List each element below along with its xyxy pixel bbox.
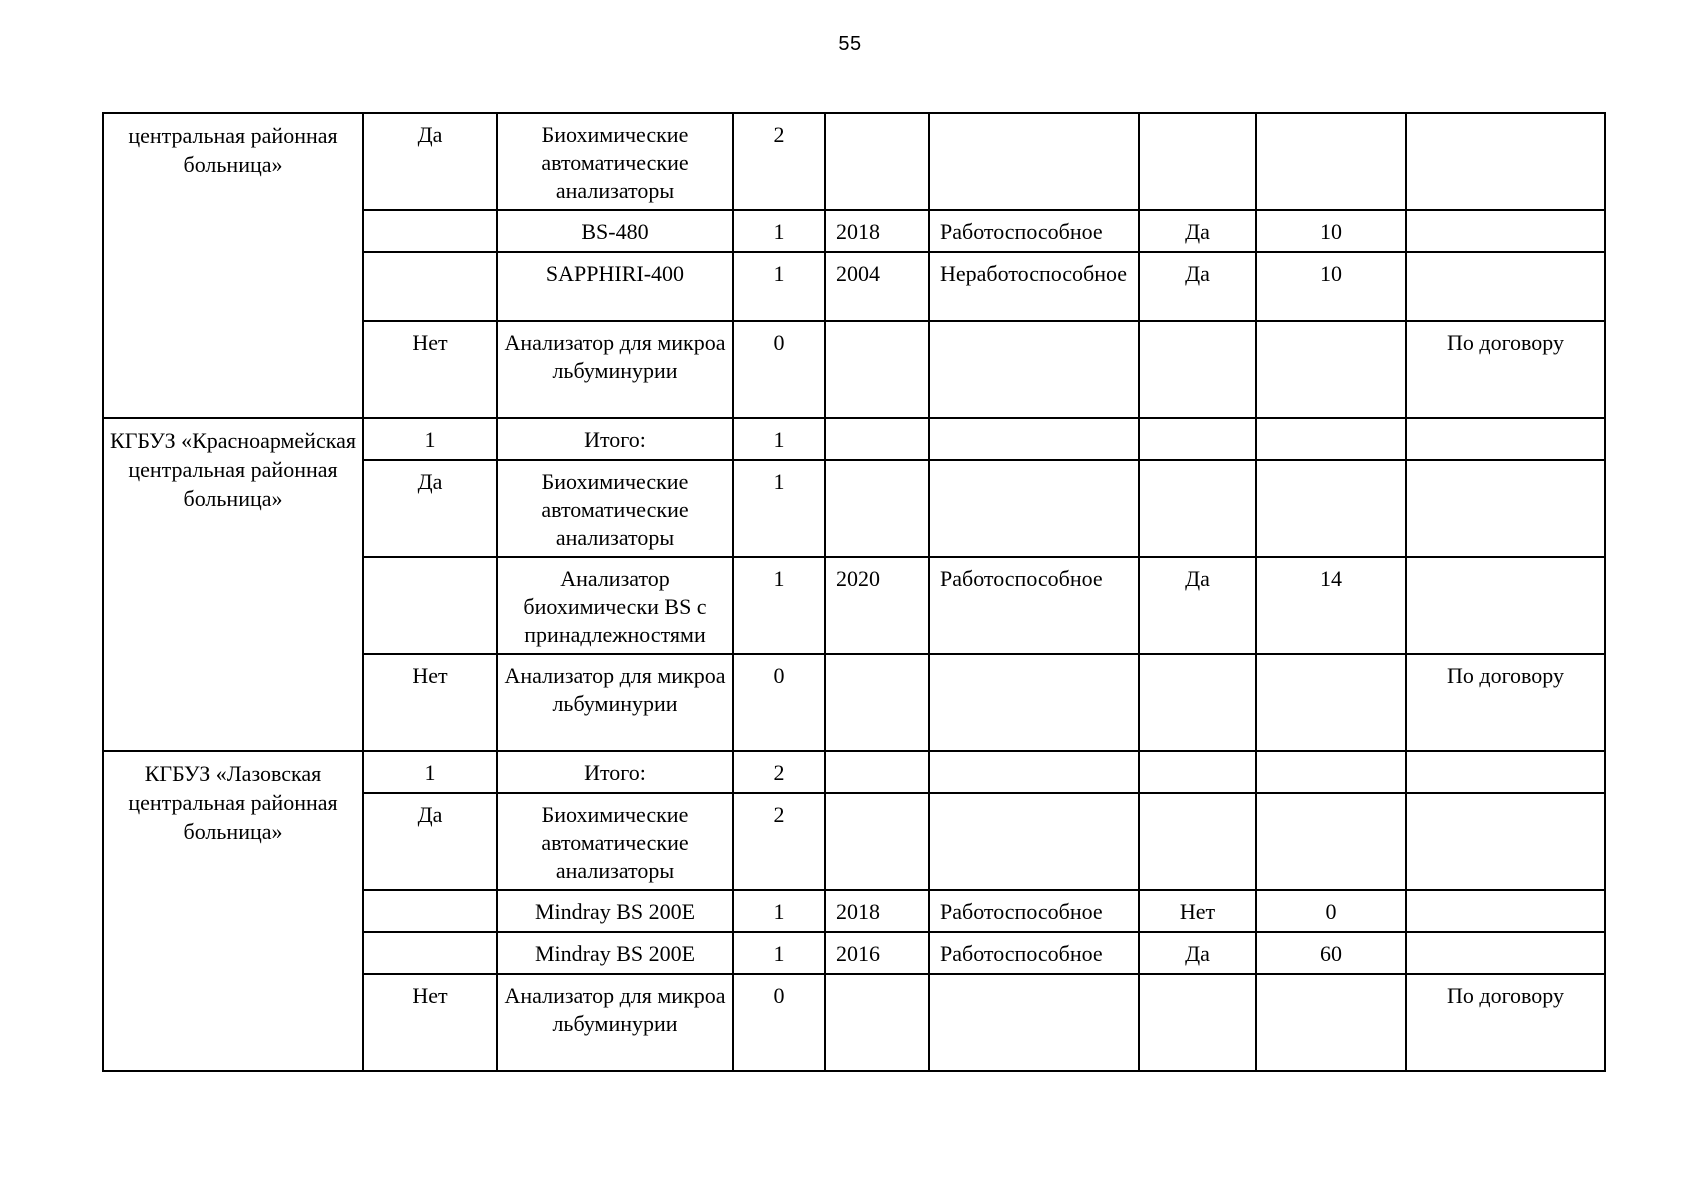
- note-cell: [1406, 418, 1605, 460]
- equipment-name-cell: Анализатор для микроальбуминурии: [497, 321, 733, 418]
- note-cell: [1406, 460, 1605, 557]
- note-cell: [1406, 751, 1605, 793]
- equipment-name-cell: Биохимические автоматические анализаторы: [497, 793, 733, 890]
- note-cell: По договору: [1406, 654, 1605, 751]
- load-cell: 60: [1256, 932, 1406, 974]
- year-cell: 2016: [825, 932, 929, 974]
- org-name-cell: КГБУЗ «Лазовская центральная районная больница»: [103, 751, 363, 1071]
- equipment-table: [102, 112, 1606, 1072]
- equipment-name-cell: SAPPHIRI-400: [497, 252, 733, 321]
- quantity-cell: 2: [733, 751, 825, 793]
- year-cell: 2018: [825, 890, 929, 932]
- load-cell: 14: [1256, 557, 1406, 654]
- status-cell: [929, 751, 1139, 793]
- status-cell: [929, 321, 1139, 418]
- note-cell: [1406, 557, 1605, 654]
- equipment-name-cell: Биохимические автоматические анализаторы: [497, 113, 733, 210]
- note-cell: По договору: [1406, 321, 1605, 418]
- in-use-cell: Да: [1139, 932, 1256, 974]
- note-cell: [1406, 890, 1605, 932]
- status-cell: [929, 974, 1139, 1071]
- org-name-cell: КГБУЗ «Красноармейская центральная районная больница»: [103, 418, 363, 751]
- quantity-cell: 1: [733, 460, 825, 557]
- org-name-cell: центральная районная больница»: [103, 113, 363, 418]
- status-cell: Работоспособное: [929, 890, 1139, 932]
- year-cell: [825, 113, 929, 210]
- status-cell: [929, 113, 1139, 210]
- note-cell: По договору: [1406, 974, 1605, 1071]
- in-use-cell: [1139, 113, 1256, 210]
- load-cell: [1256, 113, 1406, 210]
- load-cell: 10: [1256, 210, 1406, 252]
- table-row: [103, 418, 1605, 460]
- equipment-name-cell: Анализатор биохимически BS с принадлежностями: [497, 557, 733, 654]
- availability-cell: Нет: [363, 974, 497, 1071]
- availability-cell: Да: [363, 113, 497, 210]
- equipment-name-cell: Анализатор для микроальбуминурии: [497, 974, 733, 1071]
- load-cell: [1256, 321, 1406, 418]
- year-cell: [825, 460, 929, 557]
- note-cell: [1406, 932, 1605, 974]
- year-cell: [825, 418, 929, 460]
- year-cell: [825, 793, 929, 890]
- equipment-name-cell: Mindray BS 200E: [497, 932, 733, 974]
- availability-cell: [363, 557, 497, 654]
- availability-cell: Да: [363, 793, 497, 890]
- note-cell: [1406, 210, 1605, 252]
- in-use-cell: [1139, 418, 1256, 460]
- quantity-cell: 1: [733, 418, 825, 460]
- availability-cell: [363, 932, 497, 974]
- status-cell: Работоспособное: [929, 210, 1139, 252]
- load-cell: [1256, 751, 1406, 793]
- equipment-name-cell: Биохимические автоматические анализаторы: [497, 460, 733, 557]
- year-cell: 2018: [825, 210, 929, 252]
- load-cell: [1256, 418, 1406, 460]
- in-use-cell: Да: [1139, 557, 1256, 654]
- in-use-cell: Нет: [1139, 890, 1256, 932]
- quantity-cell: 1: [733, 932, 825, 974]
- in-use-cell: [1139, 751, 1256, 793]
- load-cell: 10: [1256, 252, 1406, 321]
- status-cell: [929, 654, 1139, 751]
- in-use-cell: [1139, 974, 1256, 1071]
- table-row: [103, 751, 1605, 793]
- year-cell: [825, 974, 929, 1071]
- load-cell: [1256, 793, 1406, 890]
- status-cell: [929, 418, 1139, 460]
- page-number: 55: [838, 33, 862, 55]
- note-cell: [1406, 252, 1605, 321]
- status-cell: [929, 460, 1139, 557]
- year-cell: [825, 321, 929, 418]
- year-cell: 2020: [825, 557, 929, 654]
- in-use-cell: [1139, 321, 1256, 418]
- availability-cell: [363, 252, 497, 321]
- availability-cell: 1: [363, 751, 497, 793]
- quantity-cell: 1: [733, 557, 825, 654]
- note-cell: [1406, 793, 1605, 890]
- quantity-cell: 2: [733, 793, 825, 890]
- equipment-name-cell: Итого:: [497, 751, 733, 793]
- table-row: [103, 113, 1605, 210]
- in-use-cell: [1139, 793, 1256, 890]
- status-cell: Работоспособное: [929, 932, 1139, 974]
- availability-cell: 1: [363, 418, 497, 460]
- quantity-cell: 0: [733, 654, 825, 751]
- year-cell: 2004: [825, 252, 929, 321]
- status-cell: [929, 793, 1139, 890]
- availability-cell: [363, 890, 497, 932]
- year-cell: [825, 751, 929, 793]
- in-use-cell: [1139, 654, 1256, 751]
- quantity-cell: 0: [733, 974, 825, 1071]
- equipment-name-cell: Итого:: [497, 418, 733, 460]
- availability-cell: Нет: [363, 321, 497, 418]
- load-cell: [1256, 460, 1406, 557]
- quantity-cell: 1: [733, 210, 825, 252]
- equipment-name-cell: BS-480: [497, 210, 733, 252]
- load-cell: [1256, 974, 1406, 1071]
- in-use-cell: Да: [1139, 252, 1256, 321]
- availability-cell: Нет: [363, 654, 497, 751]
- load-cell: 0: [1256, 890, 1406, 932]
- quantity-cell: 2: [733, 113, 825, 210]
- in-use-cell: [1139, 460, 1256, 557]
- quantity-cell: 1: [733, 890, 825, 932]
- status-cell: Работоспособное: [929, 557, 1139, 654]
- equipment-name-cell: Анализатор для микроальбуминурии: [497, 654, 733, 751]
- in-use-cell: Да: [1139, 210, 1256, 252]
- quantity-cell: 0: [733, 321, 825, 418]
- quantity-cell: 1: [733, 252, 825, 321]
- year-cell: [825, 654, 929, 751]
- availability-cell: Да: [363, 460, 497, 557]
- availability-cell: [363, 210, 497, 252]
- status-cell: Неработоспособное: [929, 252, 1139, 321]
- note-cell: [1406, 113, 1605, 210]
- load-cell: [1256, 654, 1406, 751]
- equipment-name-cell: Mindray BS 200E: [497, 890, 733, 932]
